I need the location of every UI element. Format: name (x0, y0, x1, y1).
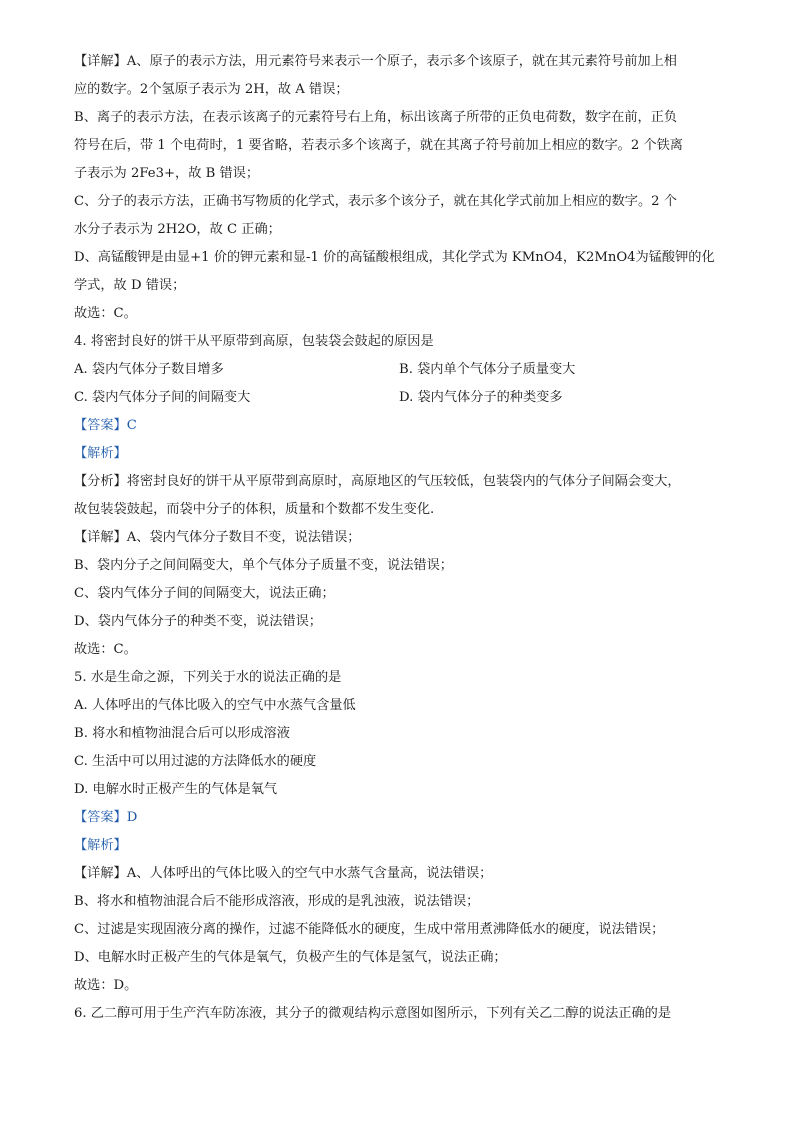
q5-detail-b: B、将水和植物油混合后不能形成溶液，形成的是乳浊液，说法错误； (74, 894, 480, 909)
q3-detail-line9: 学式，故 D 错误； (74, 278, 186, 293)
q5-detail-c: C、过滤是实现固液分离的操作，过滤不能降低水的硬度，生成中常用煮沸降低水的硬度，说法错误； (74, 922, 665, 937)
q5-option-d: D. 电解水时正极产生的气体是氧气 (74, 782, 278, 797)
q3-detail-line7: 水分子表示为 2H2O，故 C 正确； (74, 222, 281, 237)
q5-option-a: A. 人体呼出的气体比吸入的空气中水蒸气含量低 (74, 698, 356, 713)
q4-analysis-label: 【解析】 (74, 446, 127, 461)
q4-option-b: B. 袋内单个气体分子质量变大 (399, 362, 576, 377)
q5-stem: 5. 水是生命之源，下列关于水的说法正确的是 (74, 670, 342, 685)
q4-detail-a: 【详解】A、袋内气体分子数目不变，说法错误； (74, 530, 361, 545)
q5-answer: 【答案】D (74, 810, 138, 825)
q3-detail-line6: C、分子的表示方法，正确书写物质的化学式，表示多个该分子，就在其化学式前加上相应的数字。2 个 (74, 194, 677, 209)
q5-choice: 故选：D。 (74, 978, 138, 993)
q4-option-a: A. 袋内气体分子数目增多 (74, 362, 224, 377)
q5-detail-a: 【详解】A、人体呼出的气体比吸入的空气中水蒸气含量高，说法错误； (74, 866, 493, 881)
q3-detail-line8: D、高锰酸钾是由显+1 价的钾元素和显-1 价的高锰酸根组成，其化学式为 KMnO4，K2MnO4为锰酸钾的化 (74, 250, 715, 265)
q5-detail-d: D、电解水时正极产生的气体是氧气，负极产生的气体是氢气，说法正确； (74, 950, 507, 965)
q3-detail-line3: B、离子的表示方法，在表示该离子的元素符号右上角，标出该离子所带的正负电荷数，数字在前，正负 (74, 110, 678, 125)
q3-detail-line5: 子表示为 2Fe3+，故 B 错误； (74, 166, 260, 181)
q6-stem: 6. 乙二醇可用于生产汽车防冻液，其分子的微观结构示意图如图所示，下列有关乙二醇的说法正确的是 (74, 1006, 672, 1021)
q4-detail-d: D、袋内气体分子的种类不变，说法错误； (74, 614, 322, 629)
q4-stem: 4. 将密封良好的饼干从平原带到高原，包装袋会鼓起的原因是 (74, 334, 434, 349)
q5-option-c: C. 生活中可以用过滤的方法降低水的硬度 (74, 754, 317, 769)
q4-fenxi-line1: 【分析】将密封良好的饼干从平原带到高原时，高原地区的气压较低，包装袋内的气体分子间隔会变大， (74, 474, 681, 489)
q4-detail-c: C、袋内气体分子间的间隔变大，说法正确； (74, 586, 335, 601)
q3-choice: 故选：C。 (74, 306, 137, 321)
q4-answer: 【答案】C (74, 418, 137, 433)
q4-option-d: D. 袋内气体分子的种类变多 (399, 390, 563, 405)
q3-detail-line1: 【详解】A、原子的表示方法，用元素符号来表示一个原子，表示多个该原子，就在其元素符号前加上相 (74, 54, 677, 69)
q5-analysis-label: 【解析】 (74, 838, 127, 853)
q4-choice: 故选：C。 (74, 642, 137, 657)
q3-detail-line4: 符号在后，带 1 个电荷时，1 要省略，若表示多个该离子，就在其离子符号前加上相应的数字。2 个铁离 (74, 138, 683, 153)
q4-detail-b: B、袋内分子之间间隔变大，单个气体分子质量不变，说法错误； (74, 558, 453, 573)
q4-option-c: C. 袋内气体分子间的间隔变大 (74, 390, 251, 405)
q4-fenxi-line2: 故包装袋鼓起，而袋中分子的体积，质量和个数都不发生变化. (74, 502, 435, 517)
q3-detail-line2: 应的数字。2个氢原子表示为 2H，故 A 错误； (74, 82, 349, 97)
q5-option-b: B. 将水和植物油混合后可以形成溶液 (74, 726, 290, 741)
